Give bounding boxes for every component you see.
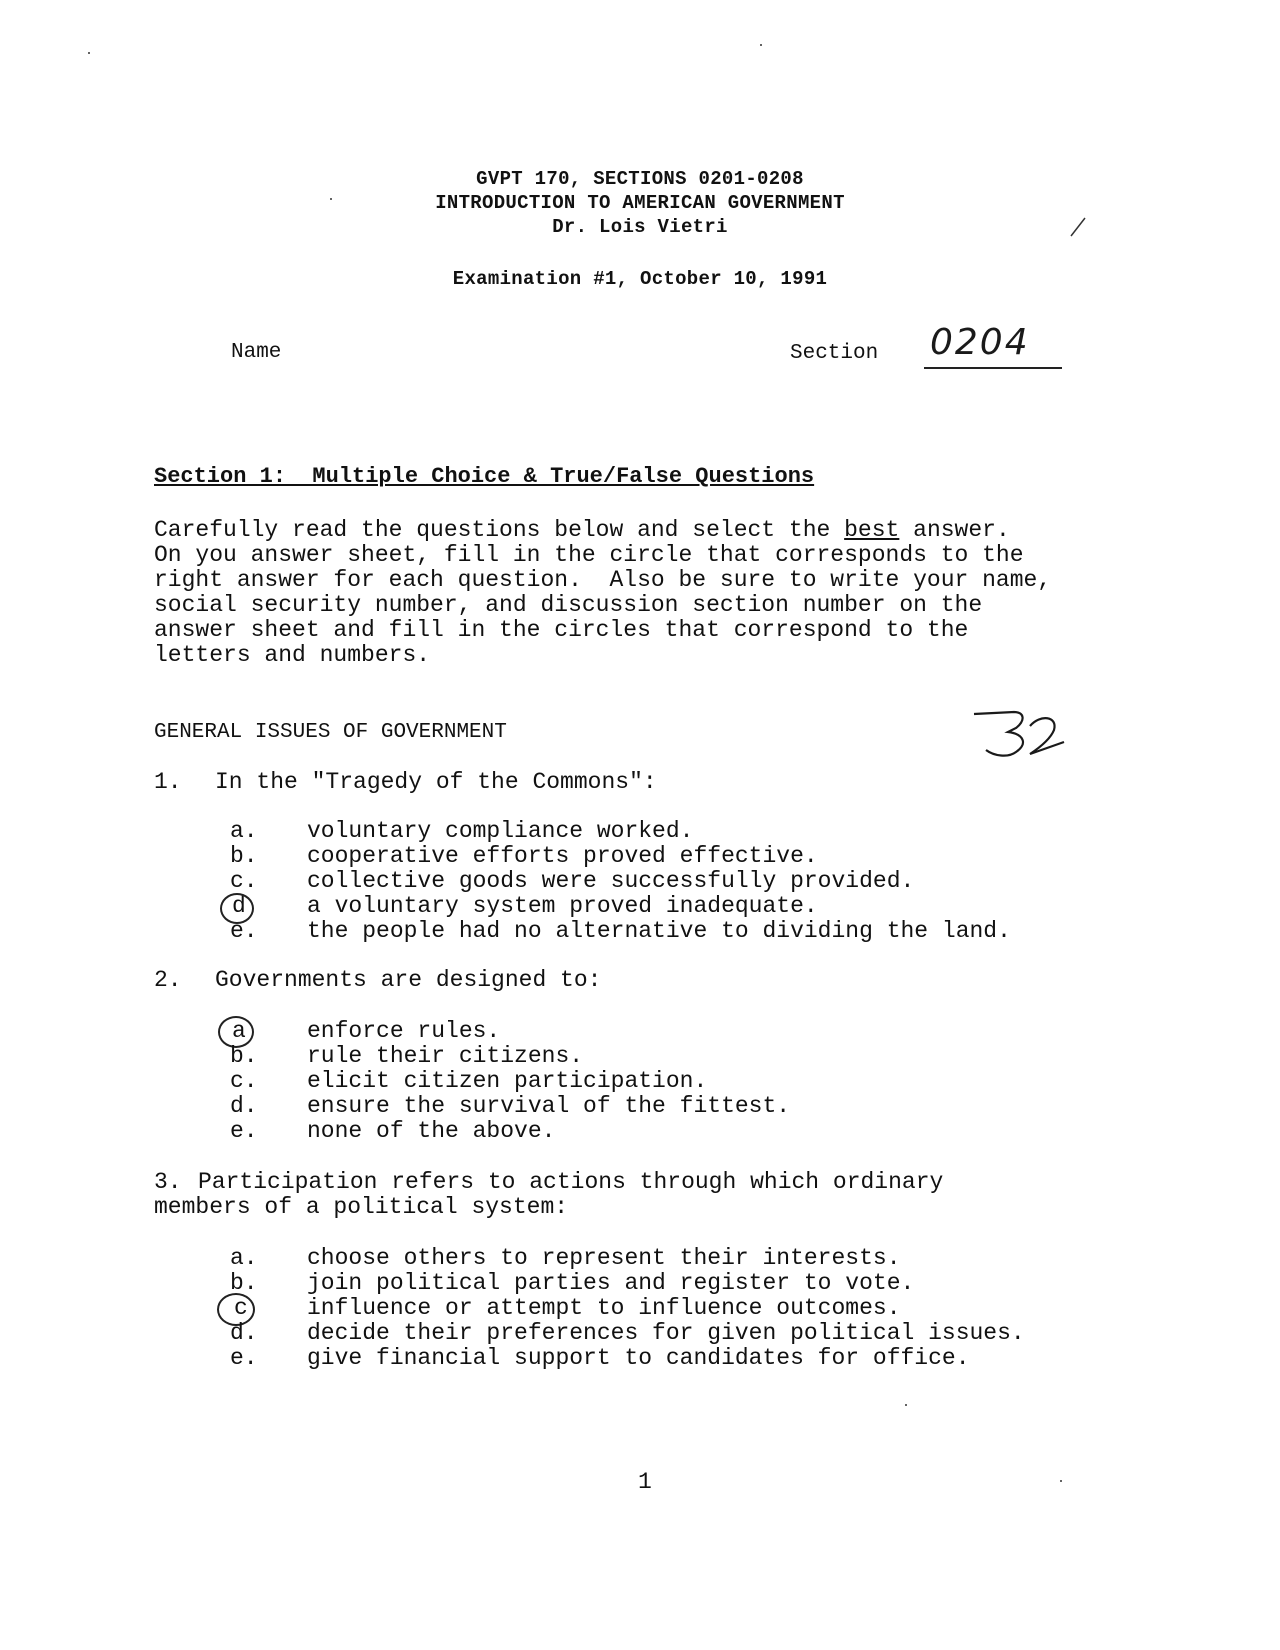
question-1-number: 1. [154, 769, 182, 795]
exam-title: Examination #1, October 10, 1991 [452, 268, 828, 290]
question-1-text: In the "Tragedy of the Commons": [215, 769, 657, 795]
instructions-line-6: letters and numbers. [154, 642, 431, 668]
q2-option-text: ensure the survival of the fittest. [307, 1093, 791, 1119]
q2-option-text: none of the above. [307, 1118, 556, 1144]
question-3-text-line-2: members of a political system: [154, 1194, 569, 1220]
q1-option-text: a voluntary system proved inadequate. [307, 893, 818, 919]
score-digits [968, 704, 1078, 760]
course-code: GVPT 170, SECTIONS 0201-0208 [476, 168, 804, 190]
q2-option-text: enforce rules. [307, 1018, 501, 1044]
instructions-line-4: social security number, and discussion section number on the [154, 592, 983, 618]
q3-option-letter: a. [230, 1245, 258, 1271]
q2-option-text: rule their citizens. [307, 1043, 584, 1069]
page-number: 1 [638, 1469, 652, 1495]
question-3-text-line-1: Participation refers to actions through which ordinary [198, 1169, 944, 1195]
scan-speck [1060, 1480, 1062, 1482]
instructions-line-1-post: answer. [899, 517, 1010, 543]
q1-option-letter: b. [230, 843, 258, 869]
section-label: Section [790, 342, 879, 365]
q1-option-letter: e. [230, 918, 258, 944]
question-2-text: Governments are designed to: [215, 967, 602, 993]
q3-option-letter: b. [230, 1270, 258, 1296]
scan-speck [88, 52, 90, 54]
name-label: Name [231, 341, 282, 364]
instructions-line-2: On you answer sheet, fill in the circle that corresponds to the [154, 542, 1024, 568]
q1-option-letter: d [232, 893, 246, 919]
q3-option-text: choose others to represent their interests. [307, 1245, 901, 1271]
section-underline [924, 367, 1062, 369]
q1-option-letter: a. [230, 818, 258, 844]
q2-option-letter: c. [230, 1068, 258, 1094]
pen-mark [1068, 216, 1088, 238]
q2-option-letter: e. [230, 1118, 258, 1144]
instructions-line-1-pre: Carefully read the questions below and select the [154, 517, 845, 543]
q2-option-letter: a [232, 1018, 246, 1044]
course-title: INTRODUCTION TO AMERICAN GOVERNMENT [435, 192, 845, 214]
scan-speck [760, 44, 762, 46]
q2-option-letter: d. [230, 1093, 258, 1119]
instructor-name: Dr. Lois Vietri [552, 216, 728, 238]
instructions-line-5: answer sheet and fill in the circles that correspond to the [154, 617, 969, 643]
q1-option-text: voluntary compliance worked. [307, 818, 694, 844]
question-3-number: 3. [154, 1169, 182, 1195]
q3-option-text: join political parties and register to vote. [307, 1270, 915, 1296]
instructions-best-emphasis: best [844, 517, 900, 543]
section-value-handwritten: 0204 [930, 322, 1030, 363]
q1-option-text: collective goods were successfully provided. [307, 868, 915, 894]
q3-option-text: decide their preferences for given political issues. [307, 1320, 1025, 1346]
q1-option-text: the people had no alternative to dividing the land. [307, 918, 1011, 944]
q1-option-letter: c. [230, 868, 258, 894]
q3-option-text: give financial support to candidates for office. [307, 1345, 970, 1371]
q2-option-text: elicit citizen participation. [307, 1068, 708, 1094]
q3-option-letter: c [234, 1295, 248, 1321]
scan-speck [905, 1404, 907, 1406]
q3-option-text: influence or attempt to influence outcomes. [307, 1295, 901, 1321]
question-2-number: 2. [154, 967, 182, 993]
q3-option-letter: d. [230, 1320, 258, 1346]
q1-option-text: cooperative efforts proved effective. [307, 843, 818, 869]
q2-option-letter: b. [230, 1043, 258, 1069]
category-heading: GENERAL ISSUES OF GOVERNMENT [154, 721, 507, 744]
instructions [154, 518, 1051, 668]
q3-option-letter: e. [230, 1345, 258, 1371]
instructions-line-3: right answer for each question. Also be sure to write your name, [154, 567, 1052, 593]
section-1-title: Section 1: Multiple Choice & True/False Questions [154, 464, 815, 489]
